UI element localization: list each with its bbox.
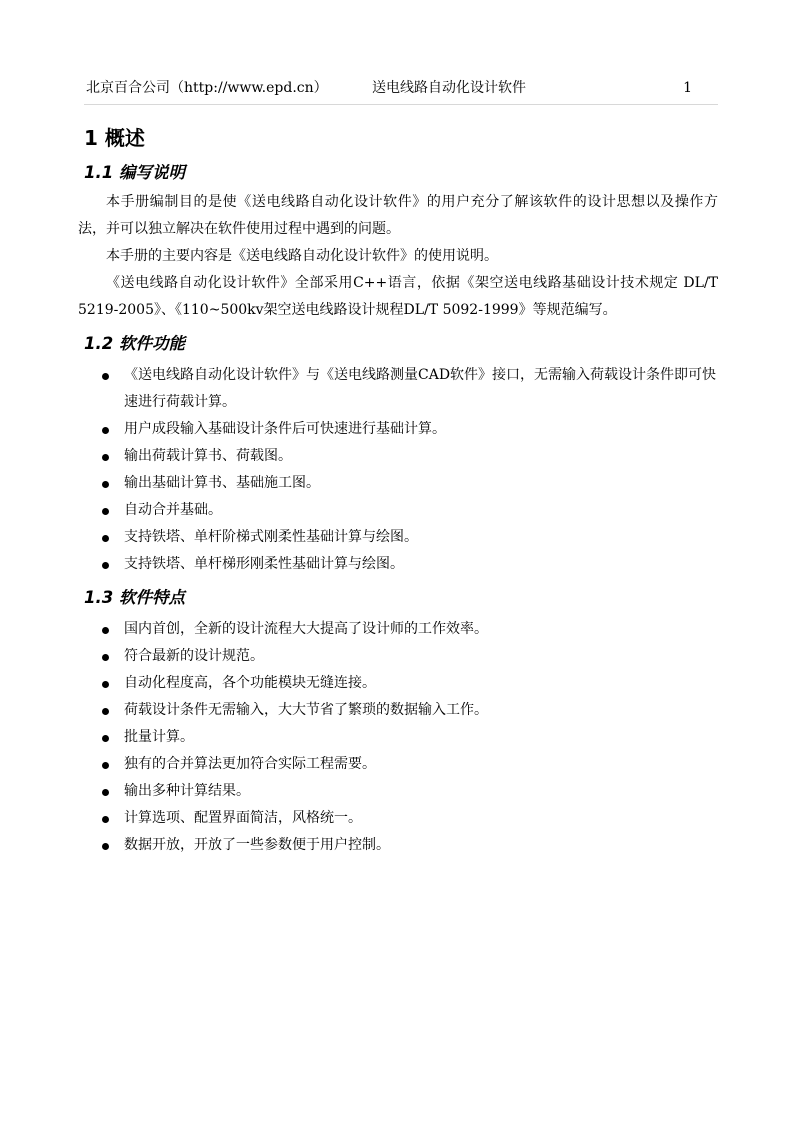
list-item (100, 416, 718, 443)
header-company: 北京百合公司（http://www.epd.cn） (86, 80, 328, 96)
list-item-text: 输出荷载计算书、荷载图。 (124, 448, 292, 464)
bullet-icon (102, 735, 109, 742)
bullet-icon (102, 481, 109, 488)
section-heading-1-3: 1.3 软件特点 (84, 588, 185, 607)
list-item (100, 524, 718, 551)
list-item-text: 荷载设计条件无需输入，大大节省了繁琐的数据输入工作。 (124, 702, 488, 718)
bullet-icon (102, 789, 109, 796)
bullet-icon (102, 762, 109, 769)
list-item-text: 计算选项、配置界面简洁，风格统一。 (124, 810, 362, 826)
page-number: 1 (683, 80, 692, 96)
bullet-icon (102, 627, 109, 634)
list-item (100, 362, 718, 416)
list-item-text: 输出多种计算结果。 (124, 783, 250, 799)
list-item-text: 自动化程度高，各个功能模块无缝连接。 (124, 675, 376, 691)
header-divider (84, 104, 718, 105)
list-item (100, 778, 718, 805)
header-title: 送电线路自动化设计软件 (372, 80, 526, 96)
bullet-icon (102, 654, 109, 661)
list-item-text: 国内首创，全新的设计流程大大提高了设计师的工作效率。 (124, 621, 488, 637)
bullet-icon (102, 816, 109, 823)
list-item (100, 643, 718, 670)
list-item (100, 697, 718, 724)
list-item (100, 805, 718, 832)
list-item-text: 输出基础计算书、基础施工图。 (124, 475, 320, 491)
list-item-text: 用户成段输入基础设计条件后可快速进行基础计算。 (124, 421, 446, 437)
bullet-icon (102, 562, 109, 569)
list-item-text: 支持铁塔、单杆阶梯式刚柔性基础计算与绘图。 (124, 529, 418, 545)
list-item-text: 支持铁塔、单杆梯形刚柔性基础计算与绘图。 (124, 556, 404, 572)
page-header (86, 77, 718, 99)
list-item (100, 551, 718, 578)
feature-list (100, 362, 718, 578)
list-item (100, 751, 718, 778)
paragraph-standards: 《送电线路自动化设计软件》全部采用C++语言，依据《架空送电线路基础设计技术规定 DL/T 5219-2005》、《110~500kv架空送电线路设计规程DL/T 5092-1999》等规范编写。 (78, 275, 718, 318)
list-item (100, 724, 718, 751)
list-item (100, 470, 718, 497)
chapter-heading: 1 概述 (84, 126, 145, 150)
section-heading-1-1: 1.1 编写说明 (84, 163, 185, 182)
list-item-text: 自动合并基础。 (124, 502, 222, 518)
list-item-text: 《送电线路自动化设计软件》与《送电线路测量CAD软件》接口，无需输入荷载设计条件即可快速进行荷载计算。 (124, 367, 717, 410)
bullet-icon (102, 427, 109, 434)
bullet-icon (102, 535, 109, 542)
characteristics-list (100, 616, 718, 859)
bullet-icon (102, 373, 109, 380)
list-item (100, 670, 718, 697)
list-item (100, 832, 718, 859)
list-item (100, 497, 718, 524)
list-item-text: 符合最新的设计规范。 (124, 648, 264, 664)
list-item (100, 616, 718, 643)
list-item-text: 数据开放，开放了一些参数便于用户控制。 (124, 837, 390, 853)
paragraph-content: 本手册的主要内容是《送电线路自动化设计软件》的使用说明。 (106, 248, 498, 264)
bullet-icon (102, 681, 109, 688)
list-item-text: 独有的合并算法更加符合实际工程需要。 (124, 756, 376, 772)
list-item-text: 批量计算。 (124, 729, 194, 745)
bullet-icon (102, 508, 109, 515)
list-item (100, 443, 718, 470)
section-heading-1-2: 1.2 软件功能 (84, 334, 185, 353)
bullet-icon (102, 843, 109, 850)
bullet-icon (102, 708, 109, 715)
bullet-icon (102, 454, 109, 461)
paragraph-purpose: 本手册编制目的是使《送电线路自动化设计软件》的用户充分了解该软件的设计思想以及操作方法，并可以独立解决在软件使用过程中遇到的问题。 (78, 194, 718, 237)
